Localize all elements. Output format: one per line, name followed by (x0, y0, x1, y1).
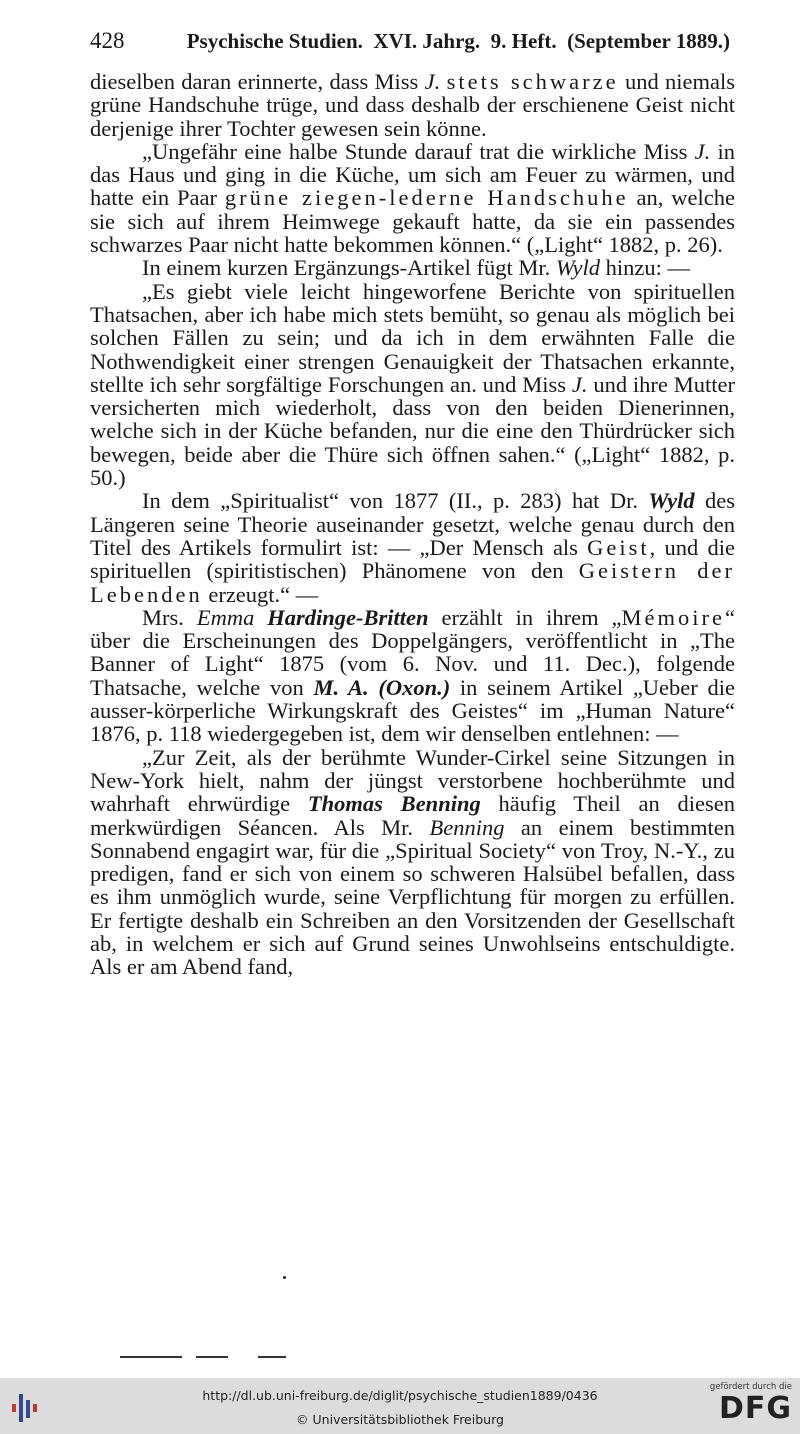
text-run: in das Haus und ging in die Küche, um sich am Feuer zu wärmen, und hatte ein Paar (90, 138, 735, 211)
text-run: “ über die Erscheinungen des Doppelgängers, veröffentlicht in „The Banner of Light“ 1875 (vom 6. Nov. und 11. Dec.), folgende Thatsache, welche von (90, 604, 735, 700)
text-run: J. (694, 138, 711, 164)
page-number: 428 (90, 28, 125, 53)
paragraph-p3 (90, 256, 735, 279)
text-run: M. A. (Oxon.) (313, 674, 451, 700)
ink-speck (283, 1276, 286, 1279)
text-run: dieselben daran erinnerte, dass Miss (90, 69, 425, 94)
text-run: an, welche sie sich auf ihrem Heimwege gekauft hatte, da sie ein passendes schwarzes Paar nicht hatte bekommen können.“ („Light“ 1882, p. 26). (90, 185, 735, 258)
text-run: Geist (587, 534, 650, 560)
text-run: In dem „Spiritualist“ von 1877 (II., p. 283) hat Dr. (142, 488, 649, 514)
paragraph-p7 (90, 746, 735, 979)
text-run: stets schwarze (446, 69, 619, 94)
body-text (90, 70, 735, 979)
paragraph-p4 (90, 280, 735, 490)
dfg-logo-text: DFG (718, 1391, 792, 1426)
text-run: hinzu: — (600, 255, 691, 281)
text-run: in seinem Artikel „Ueber die ausser-körperliche Wirkungskraft des Geistes“ im „Human Nature“ 1876, p. 118 wiedergegeben ist, dem wir denselben entlehnen: — (90, 674, 735, 747)
dfg-caption: gefördert durch die (709, 1382, 792, 1392)
text-run: „Zur Zeit, als der berühmte Wunder-Cirkel seine Sitzungen in New-York hielt, nahm der jüngst verstorbene hochberühmte und wahrhaft ehrwürdige (90, 744, 735, 817)
text-run: an einem bestimmten Sonnabend engagirt war, für die „Spiritual Society“ von Troy, N.-Y., zu predigen, fand er sich von einem so schweren Halsübel befallen, dass es ihm unmöglich wurde, seine Verpflichtung für morgen zu erfüllen. Er fertigte deshalb ein Schreiben an den Vorsitzenden der Gesellschaft ab, in welchem er sich auf Grund seines Unwohlseins entschuldigte. Als er am Abend fand, (90, 814, 735, 980)
paragraph-p2 (90, 140, 735, 256)
text-run: J. (424, 69, 441, 94)
viewer-footer (0, 1378, 800, 1434)
text-run: Hardinge-Britten (267, 604, 429, 630)
footer-rule-marks (120, 1355, 290, 1359)
text-run: Benning (429, 814, 505, 840)
running-title: Psychische Studien. XVI. Jahrg. 9. Heft. (September 1889.) (186, 29, 730, 53)
text-run: erzeugt.“ — (202, 581, 319, 607)
text-run: Wyld (555, 255, 601, 281)
text-run: Wyld (648, 488, 695, 514)
text-run: grüne ziegen-lederne Handschuhe (224, 185, 629, 211)
text-run: Mrs. (142, 604, 197, 630)
text-run: „Ungefähr eine halbe Stunde darauf trat die wirkliche Miss (142, 138, 695, 164)
paragraph-p6 (90, 606, 735, 746)
text-run: J. (571, 371, 588, 397)
source-url[interactable]: http://dl.ub.uni-freiburg.de/diglit/psychische_studien1889/0436 (202, 1388, 598, 1403)
text-run: Thomas Benning (307, 791, 481, 817)
text-run: , und die spirituellen (spiritistischen) Phänomene von den (90, 534, 735, 584)
text-run: Geistern der Lebenden (90, 558, 736, 607)
text-run: häufig Theil an diesen merkwürdigen Séancen. Als Mr. (90, 791, 735, 840)
text-run: des Längeren seine Theorie auseinander gesetzt, welche genau durch den Titel des Artikels formulirt ist: — „Der Mensch als (90, 488, 735, 560)
text-run: „Es giebt viele leicht hingeworfene Berichte von spirituellen Thatsachen, aber ich habe mich stets bemüht, so genau als möglich bei solchen Fällen zu sein; und da ich in dem erwähnten Falle die Nothwendigkeit einer strengen Genauigkeit der Thatsachen erkannte, stellte ich sehr sorgfältige Forschungen an. und Miss (90, 278, 735, 397)
dfg-logo (706, 1382, 792, 1430)
text-run: erzählt in ihrem „ (428, 604, 622, 630)
text-run: Emma (196, 604, 255, 630)
paragraph-p1 (90, 70, 735, 140)
copyright-notice: © Universitätsbibliothek Freiburg (296, 1412, 504, 1427)
paragraph-p5 (90, 489, 735, 605)
text-run: Mémoire (621, 604, 725, 630)
running-header (90, 28, 730, 58)
text-run: und niemals grüne Handschuhe trüge, und dass deshalb der erschienene Geist nicht derjenige ihrer Tochter gewesen sein könne. (90, 69, 736, 141)
text-run (254, 605, 267, 630)
text-run: und ihre Mutter versicherten mich wiederholt, dass von den beiden Dienerinnen, welche sich in der Küche befanden, nur die eine den Thürdrücker sich bewegen, beide aber die Thüre sich öffnen sahen.“ („Light“ 1882, p. 50.) (90, 371, 735, 491)
text-run: In einem kurzen Ergänzungs-Artikel fügt Mr. (142, 255, 556, 281)
